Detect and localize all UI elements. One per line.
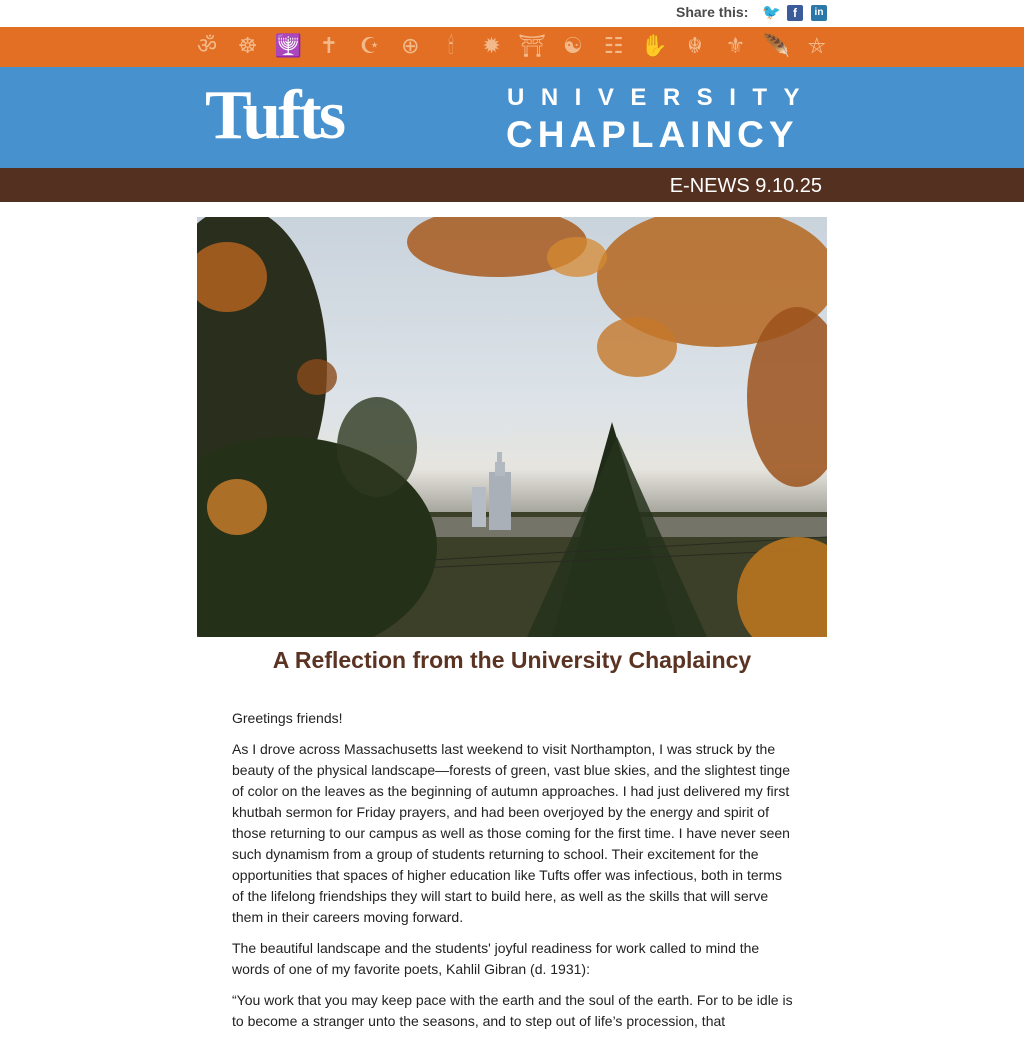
dharma-wheel-icon: ☸ [237,34,258,59]
header-banner [0,67,1024,168]
linkedin-icon[interactable]: in [811,5,827,21]
article-paragraph: “You work that you may keep pace with the earth and the soul of the earth. For to be idle is to become a stranger unto the seasons, and to step out of life’s procession, that [232,992,793,1029]
shinto-knot-icon: ☷ [603,34,624,59]
crescent-icon: ☪ [359,34,380,59]
article-title: A Reflection from the University Chaplaincy [272,647,752,673]
article-paragraph: As I drove across Massachusetts last weekend to visit Northampton, I was struck by the beauty of the physical landscape—forests of green, vast blue skies, and the slightest tinge of color on the leaves as the beginning of autumn approaches. I had just delivered my first khutbah sermon for Friday prayers, and had been overjoyed by the energy and spirit of those returning to our campus as well as those coming for the first time. I have never seen such dynamism from a group of students returning to school. Their excitement for the opportunities that spaces of higher education like Tufts offer was infectious, both in terms of the lifelong friendships they will start to build here, as well as the skills that will serve them in their careers moving forward. [232,741,790,925]
tufts-logo[interactable]: Tufts [205,77,344,154]
humanist-circle-icon: ⊕ [401,34,420,59]
torii-icon: ⛩ [518,34,547,59]
pentacle-icon: ⛤ [808,34,826,59]
twitter-icon[interactable]: 🐦 [762,4,781,21]
article-paragraph: Greetings friends! [232,710,343,726]
khanda-icon: ☬ [687,34,703,59]
faith-symbols-row [192,27,832,67]
om-icon: ॐ [196,34,218,59]
menorah-icon: 🕎 [274,34,303,59]
article-body [232,708,794,1042]
header-line-chaplaincy: CHAPLAINCY [506,114,799,155]
hero-image-autumn-skyline [197,217,827,637]
article-paragraph: The beautiful landscape and the students' joyful readiness for work called to mind the words of one of my favorite poets, Kahlil Gibran (d. 1931): [232,940,760,977]
yin-yang-icon: ☯ [563,34,583,59]
cross-icon: ✝ [319,34,339,59]
header-line-university: UNIVERSITY [507,84,817,111]
enews-bar [0,168,1024,202]
share-bar [0,0,1024,27]
hero-illustration [197,217,827,637]
share-label: Share this: [676,4,749,20]
enews-label: E-NEWS 9.10.25 [669,175,822,197]
facebook-icon[interactable]: f [787,5,803,21]
faith-symbols-bar [0,27,1024,67]
hamsa-icon: ✋ [640,34,668,59]
faravahar-icon: ⚜ [725,34,746,59]
feather-icon: 🪶 [762,34,790,59]
figure-icon: 🕯 [447,34,455,59]
bahai-star-icon: ✹ [482,34,501,59]
